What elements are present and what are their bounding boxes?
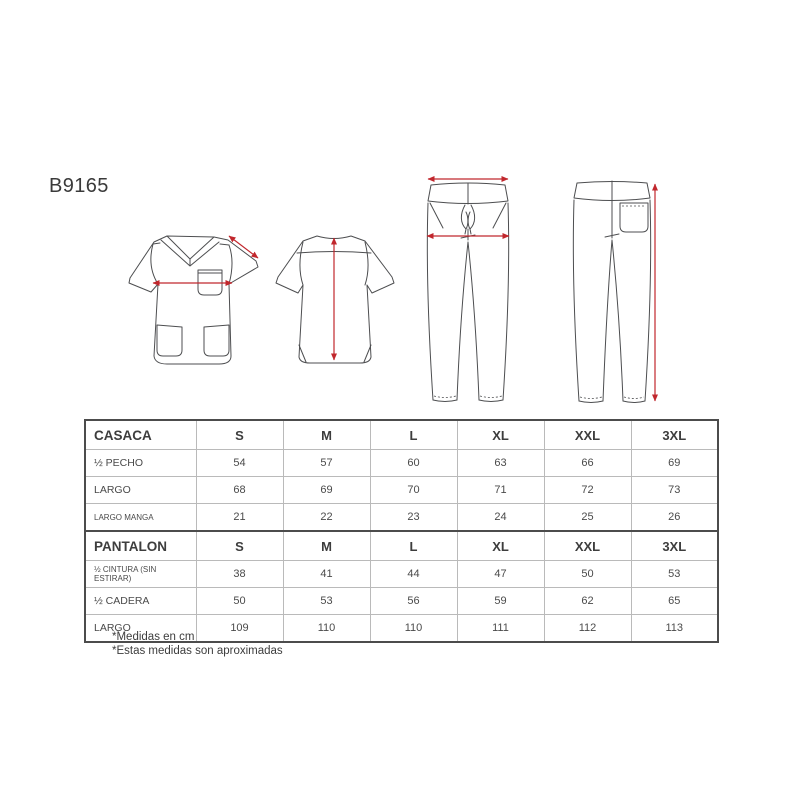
size-col-l: L: [370, 531, 457, 561]
row-label: LARGO MANGA: [85, 504, 196, 532]
cell-value: 110: [283, 615, 370, 643]
size-col-m: M: [283, 420, 370, 450]
cell-value: 113: [631, 615, 718, 643]
cell-value: 53: [283, 588, 370, 615]
row-label: LARGO: [85, 615, 196, 643]
size-col-s: S: [196, 531, 283, 561]
cell-value: 63: [457, 450, 544, 477]
size-col-s: S: [196, 420, 283, 450]
cell-value: 70: [370, 477, 457, 504]
table-row-cadera: [85, 588, 718, 615]
table-row-pecho: [85, 450, 718, 477]
inseams: [457, 242, 479, 400]
back-rise-seam: [605, 200, 619, 238]
back-pocket: [620, 203, 648, 232]
row-label: ½ CADERA: [85, 588, 196, 615]
cell-value: 72: [544, 477, 631, 504]
size-col-xxl: XXL: [544, 420, 631, 450]
cell-value: 54: [196, 450, 283, 477]
cell-value: 71: [457, 477, 544, 504]
scrub-top-front-drawing: [127, 233, 259, 369]
cell-value: 24: [457, 504, 544, 532]
leg-hems: [433, 400, 503, 402]
row-label: LARGO: [85, 477, 196, 504]
section-title-pantalon: PANTALON: [85, 531, 196, 561]
cell-value: 53: [631, 561, 718, 588]
size-col-xxl: XXL: [544, 531, 631, 561]
cell-value: 57: [283, 450, 370, 477]
cell-value: 69: [283, 477, 370, 504]
cell-value: 23: [370, 504, 457, 532]
left-lower-pocket: [157, 325, 182, 356]
cell-value: 110: [370, 615, 457, 643]
table-row-largo-manga: [85, 504, 718, 532]
size-col-m: M: [283, 531, 370, 561]
pants-front-drawing: [424, 174, 512, 404]
cell-value: 44: [370, 561, 457, 588]
cell-value: 73: [631, 477, 718, 504]
leg-hems: [579, 401, 645, 403]
hem-stitching: [434, 396, 502, 398]
footnote-approx: *Estas medidas son aproximadas: [112, 645, 283, 657]
cell-value: 65: [631, 588, 718, 615]
cell-value: 112: [544, 615, 631, 643]
cell-value: 25: [544, 504, 631, 532]
cell-value: 21: [196, 504, 283, 532]
size-table: [84, 419, 719, 643]
table-row-largo-casaca: [85, 477, 718, 504]
cell-value: 50: [544, 561, 631, 588]
cell-value: 56: [370, 588, 457, 615]
cell-value: 69: [631, 450, 718, 477]
size-col-3xl: 3XL: [631, 420, 718, 450]
pantalon-header-row: [85, 531, 718, 561]
cell-value: 47: [457, 561, 544, 588]
right-lower-pocket: [204, 325, 229, 356]
front-rise-seam: [461, 229, 475, 240]
product-code: B9165: [49, 175, 109, 197]
cell-value: 59: [457, 588, 544, 615]
scrub-top-back-drawing: [272, 233, 398, 364]
size-col-3xl: 3XL: [631, 531, 718, 561]
table-row-cintura: [85, 561, 718, 588]
size-col-xl: XL: [457, 420, 544, 450]
cell-value: 50: [196, 588, 283, 615]
pants-back-drawing: [571, 174, 663, 404]
cell-value: 60: [370, 450, 457, 477]
row-label: ½ CINTURA (SIN ESTIRAR): [85, 561, 196, 588]
cell-value: 38: [196, 561, 283, 588]
cell-value: 66: [544, 450, 631, 477]
size-col-xl: XL: [457, 531, 544, 561]
hem-stitching: [580, 397, 644, 399]
cell-value: 26: [631, 504, 718, 532]
footnote-units: *Medidas en cm: [112, 631, 195, 643]
cell-value: 22: [283, 504, 370, 532]
section-title-casaca: CASACA: [85, 420, 196, 450]
cell-value: 111: [457, 615, 544, 643]
casaca-header-row: [85, 420, 718, 450]
cell-value: 62: [544, 588, 631, 615]
footnotes: [112, 630, 283, 658]
row-label: ½ PECHO: [85, 450, 196, 477]
inseams: [603, 240, 623, 401]
cell-value: 109: [196, 615, 283, 643]
size-col-l: L: [370, 420, 457, 450]
cell-value: 68: [196, 477, 283, 504]
cell-value: 41: [283, 561, 370, 588]
